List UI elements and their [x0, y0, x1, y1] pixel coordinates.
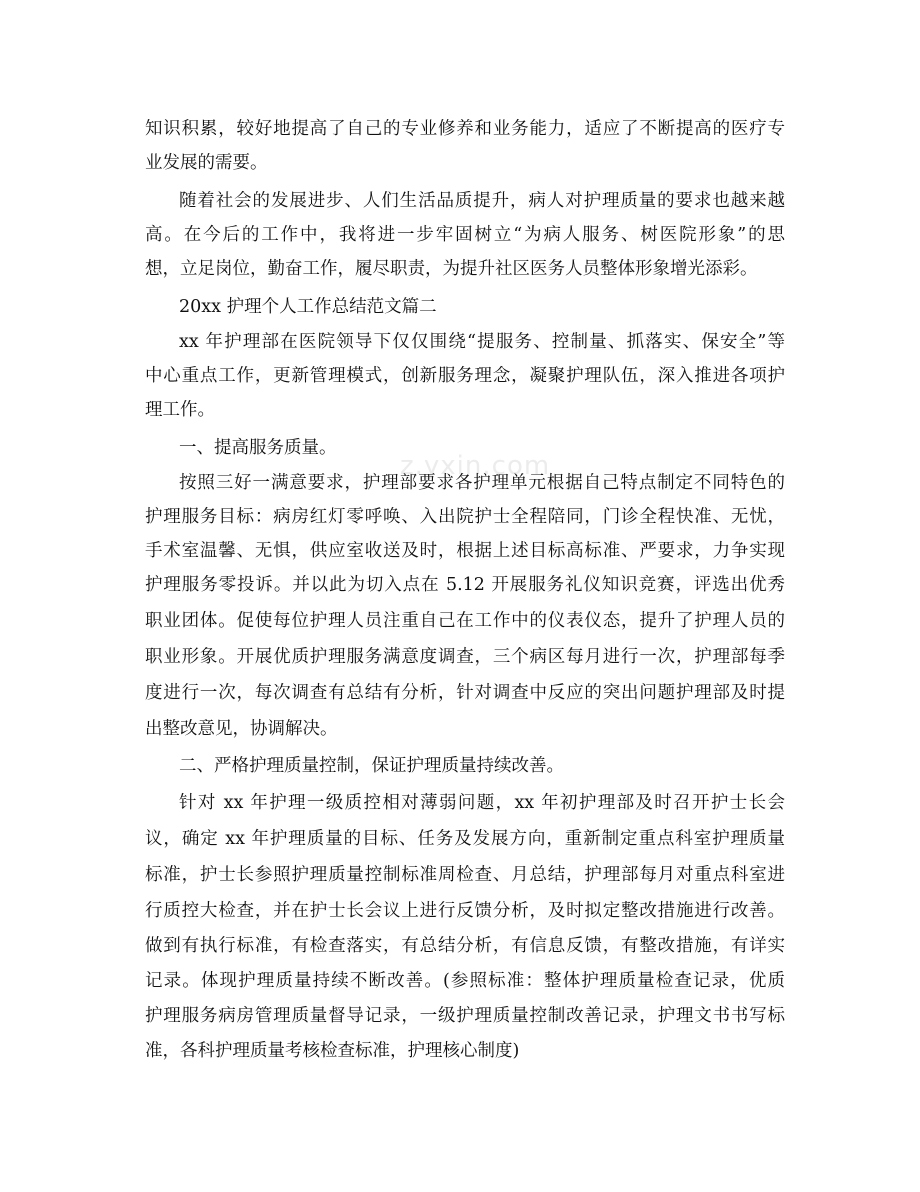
text-line: 出整改意见，协调解决。: [145, 719, 338, 739]
text-line: 标准，护士长参照护理质量控制标准周检查、月总结，护理部每月对重点科室进: [145, 865, 785, 885]
text-line: 做到有执行标准，有检查落实，有总结分析，有信息反馈，有整改措施，有详实: [145, 936, 785, 956]
section-heading: 二、严格护理质量控制，保证护理质量持续改善。: [179, 756, 564, 776]
text-line: 职业团体。促使每位护理人员注重自己在工作中的仪表仪态，提升了护理人员的: [145, 611, 785, 631]
text-line: 度进行一次，每次调查有总结有分析，针对调查中反应的突出问题护理部及时提: [145, 683, 785, 703]
section-heading: 20xx 护理个人工作总结范文篇二: [179, 297, 437, 317]
text-line: 职业形象。开展优质护理服务满意度调查，三个病区每月进行一次，护理部每季: [145, 647, 785, 667]
text-line: 按照三好一满意要求，护理部要求各护理单元根据自己特点制定不同特色的: [179, 473, 785, 493]
text-line: 议，确定 xx 年护理质量的目标、任务及发展方向，重新制定重点科室护理质量: [145, 829, 785, 849]
text-line: 记录。体现护理质量持续不断改善。(参照标准：整体护理质量检查记录，优质: [145, 971, 785, 991]
text-line: 业发展的需要。: [145, 153, 268, 173]
text-line: 行质控大检查，并在护士长会议上进行反馈分析，及时拟定整改措施进行改善。: [145, 901, 785, 921]
watermark: z.yxin.com: [400, 451, 551, 481]
text-line: 针对 xx 年护理一级质控相对薄弱问题，xx 年初护理部及时召开护士长会: [179, 793, 785, 813]
text-line: 高。在今后的工作中，我将进一步牢固树立“为病人服务、树医院形象”的思: [145, 225, 785, 245]
text-line: 随着社会的发展进步、人们生活品质提升，病人对护理质量的要求也越来越: [179, 191, 785, 211]
text-line: 知识积累，较好地提高了自己的专业修养和业务能力，适应了不断提高的医疗专: [145, 119, 785, 139]
text-line: 准，各科护理质量考核检查标准，护理核心制度): [145, 1041, 520, 1061]
section-heading: 一、提高服务质量。: [179, 438, 337, 458]
text-line: 想，立足岗位，勤奋工作，履尽职责，为提升社区医务人员整体形象增光添彩。: [145, 259, 758, 279]
text-line: 理工作。: [145, 400, 215, 420]
text-line: 手术室温馨、无惧，供应室收送及时，根据上述目标高标准、严要求，力争实现: [145, 541, 785, 561]
text-line: 护理服务目标：病房红灯零呼唤、入出院护士全程陪同，门诊全程快准、无忧，: [145, 507, 785, 527]
text-line: 护理服务病房管理质量督导记录，一级护理质量控制改善记录，护理文书书写标: [145, 1006, 785, 1026]
text-line: 护理服务零投诉。并以此为切入点在 5.12 开展服务礼仪知识竞赛，评选出优秀: [145, 575, 785, 595]
text-line: 中心重点工作，更新管理模式，创新服务理念，凝聚护理队伍，深入推进各项护: [145, 366, 785, 386]
text-line: xx 年护理部在医院领导下仅仅围绕“提服务、控制量、抓落实、保安全”等: [179, 332, 785, 352]
